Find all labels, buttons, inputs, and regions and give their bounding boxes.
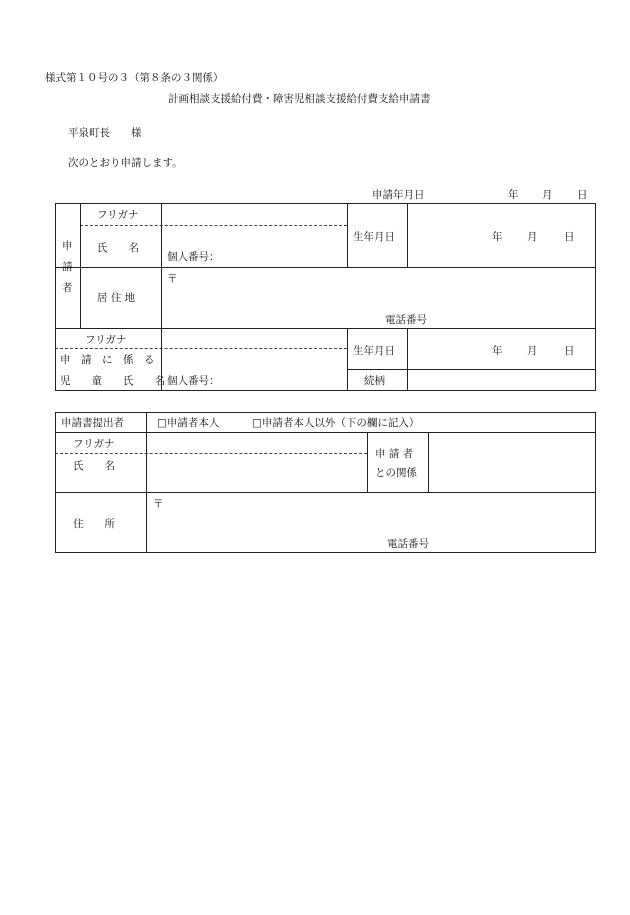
applicant-address-label: 居 住 地 xyxy=(97,292,136,304)
applicant-birth-year: 年 xyxy=(492,231,503,243)
child-relationship-label: 続柄 xyxy=(364,375,385,387)
child-birth-year: 年 xyxy=(492,345,503,357)
applicant-birth-month: 月 xyxy=(527,231,538,243)
submitter-name-label: 氏 名 xyxy=(73,460,115,472)
submitter-other-checkbox[interactable]: □申請者本人以外（下の欄に記入） xyxy=(252,417,420,429)
child-individual-number-label: 個人番号： xyxy=(167,375,220,387)
applicant-birth-date-label: 生年月日 xyxy=(353,231,395,243)
application-date-year: 年 xyxy=(508,189,519,201)
submitter-self-checkbox[interactable]: □申請者本人 xyxy=(157,417,220,429)
applicant-name-label: 氏 名 xyxy=(97,242,139,254)
submitter-phone-label: 電話番号 xyxy=(387,538,429,550)
applicant-label-3: 者 xyxy=(62,282,73,294)
applicant-postal-mark: 〒 xyxy=(167,273,178,285)
child-birth-month: 月 xyxy=(527,345,538,357)
submitter-label: 申請書提出者 xyxy=(61,417,124,429)
applicant-phone-label: 電話番号 xyxy=(385,314,427,326)
application-date-month: 月 xyxy=(542,189,553,201)
child-label-line1: 申 請 に 係 る xyxy=(60,354,155,366)
child-label-line2: 児 童 氏 名 xyxy=(60,375,165,387)
form-title: 計画相談支援給付費・障害児相談支援給付費支給申請書 xyxy=(168,93,431,105)
applicant-label-2: 請 xyxy=(62,261,73,273)
application-date-day: 日 xyxy=(577,189,588,201)
application-date-label: 申請年月日 xyxy=(372,189,425,201)
submitter-postal-mark: 〒 xyxy=(153,498,164,510)
applicant-individual-number-label: 個人番号： xyxy=(167,251,220,263)
applicant-furigana-label: フリガナ xyxy=(97,209,139,221)
intro-text: 次のとおり申請します。 xyxy=(68,157,183,169)
form-number: 様式第１０号の３（第８条の３関係） xyxy=(45,72,224,84)
addressee: 平泉町長 様 xyxy=(68,127,142,139)
applicant-birth-day: 日 xyxy=(564,231,575,243)
child-birth-date-label: 生年月日 xyxy=(353,345,395,357)
child-birth-day: 日 xyxy=(564,345,575,357)
submitter-address-label: 住 所 xyxy=(73,518,115,530)
applicant-label-1: 申 xyxy=(62,240,73,252)
submitter-relation-line1: 申 請 者 xyxy=(375,448,414,460)
submitter-relation-line2: との関係 xyxy=(375,467,417,479)
child-furigana-label: フリガナ xyxy=(85,334,127,346)
submitter-furigana-label: フリガナ xyxy=(73,438,115,450)
